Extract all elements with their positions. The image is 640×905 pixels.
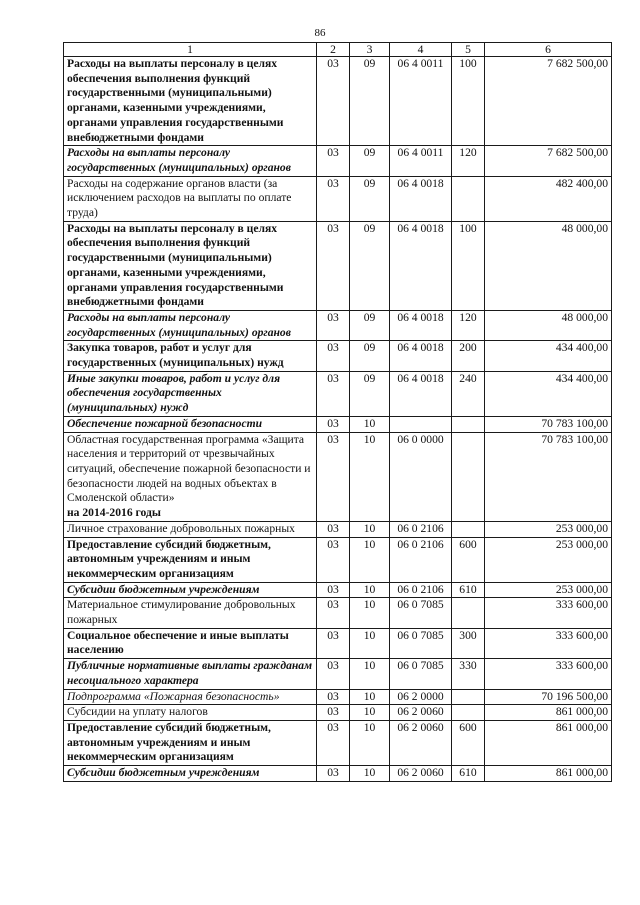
cell-section: 03 (317, 416, 350, 432)
cell-amount: 7 682 500,00 (485, 57, 612, 146)
cell-amount: 48 000,00 (485, 221, 612, 310)
table-body (64, 57, 612, 782)
cell-name: Социальное обеспечение и иные выплаты населению (64, 628, 317, 658)
cell-name: Публичные нормативные выплаты гражданам несоциального характера (64, 659, 317, 689)
cell-section: 03 (317, 310, 350, 340)
cell-subsection: 09 (350, 57, 390, 146)
cell-amount: 333 600,00 (485, 628, 612, 658)
table-row (64, 537, 612, 582)
header-cell-expense-type: 5 (452, 43, 485, 57)
cell-target-item: 06 4 0018 (390, 176, 452, 221)
cell-amount: 434 400,00 (485, 341, 612, 371)
cell-name: Подпрограмма «Пожарная безопасность» (64, 689, 317, 705)
cell-expense-type: 100 (452, 221, 485, 310)
cell-target-item: 06 0 2106 (390, 582, 452, 598)
cell-name: Субсидии на уплату налогов (64, 705, 317, 721)
cell-section: 03 (317, 689, 350, 705)
cell-subsection: 09 (350, 371, 390, 416)
cell-section: 03 (317, 371, 350, 416)
table-row (64, 432, 612, 521)
cell-name: Предоставление субсидий бюджетным, автономным учреждениям и иным некоммерческим организациям (64, 537, 317, 582)
cell-section: 03 (317, 598, 350, 628)
cell-expense-type: 120 (452, 310, 485, 340)
cell-section: 03 (317, 582, 350, 598)
cell-target-item: 06 2 0060 (390, 705, 452, 721)
cell-section: 03 (317, 537, 350, 582)
cell-amount: 861 000,00 (485, 720, 612, 765)
table-row (64, 628, 612, 658)
table-row (64, 598, 612, 628)
cell-amount: 861 000,00 (485, 705, 612, 721)
cell-subsection: 10 (350, 521, 390, 537)
cell-amount: 333 600,00 (485, 659, 612, 689)
cell-target-item: 06 2 0000 (390, 689, 452, 705)
cell-subsection: 10 (350, 416, 390, 432)
cell-expense-type: 600 (452, 720, 485, 765)
cell-expense-type (452, 598, 485, 628)
cell-subsection: 10 (350, 432, 390, 521)
cell-subsection: 10 (350, 598, 390, 628)
cell-expense-type: 240 (452, 371, 485, 416)
header-cell-subsection: 3 (350, 43, 390, 57)
cell-target-item: 06 0 7085 (390, 598, 452, 628)
table-row (64, 221, 612, 310)
cell-expense-type (452, 521, 485, 537)
table-row (64, 146, 612, 176)
cell-subsection: 10 (350, 720, 390, 765)
table-row (64, 310, 612, 340)
cell-section: 03 (317, 628, 350, 658)
cell-subsection: 10 (350, 705, 390, 721)
cell-subsection: 09 (350, 176, 390, 221)
cell-amount: 48 000,00 (485, 310, 612, 340)
cell-subsection: 10 (350, 582, 390, 598)
table-row (64, 416, 612, 432)
table-row (64, 689, 612, 705)
cell-name: Расходы на содержание органов власти (за исключением расходов на выплаты по оплате труда) (64, 176, 317, 221)
cell-name: Личное страхование добровольных пожарных (64, 521, 317, 537)
table-row (64, 720, 612, 765)
budget-table (63, 42, 612, 782)
table-row (64, 341, 612, 371)
cell-target-item: 06 4 0018 (390, 221, 452, 310)
cell-section: 03 (317, 341, 350, 371)
table-row (64, 766, 612, 782)
cell-name: Расходы на выплаты персоналу в целях обеспечения выполнения функций государственными (муниципальными) органами, казенными учреждениями, органами управления государственными внебюджетными фондами (64, 221, 317, 310)
cell-subsection: 09 (350, 221, 390, 310)
cell-amount: 434 400,00 (485, 371, 612, 416)
header-cell-target-item: 4 (390, 43, 452, 57)
cell-subsection: 10 (350, 766, 390, 782)
header-cell-amount: 6 (485, 43, 612, 57)
cell-section: 03 (317, 705, 350, 721)
table-row (64, 57, 612, 146)
cell-expense-type (452, 176, 485, 221)
cell-name: Иные закупки товаров, работ и услуг для обеспечения государственных (муниципальных) нужд (64, 371, 317, 416)
cell-target-item (390, 416, 452, 432)
cell-amount: 70 196 500,00 (485, 689, 612, 705)
cell-expense-type: 100 (452, 57, 485, 146)
cell-subsection: 10 (350, 537, 390, 582)
cell-target-item: 06 4 0018 (390, 341, 452, 371)
table-row (64, 659, 612, 689)
cell-section: 03 (317, 720, 350, 765)
cell-target-item: 06 0 2106 (390, 521, 452, 537)
cell-name: Расходы на выплаты персоналу государственных (муниципальных) органов (64, 146, 317, 176)
cell-subsection: 10 (350, 689, 390, 705)
table-row (64, 582, 612, 598)
cell-section: 03 (317, 176, 350, 221)
page-number: 86 (314, 27, 326, 39)
table-row (64, 521, 612, 537)
cell-amount: 253 000,00 (485, 582, 612, 598)
cell-target-item: 06 0 2106 (390, 537, 452, 582)
cell-name: Субсидии бюджетным учреждениям (64, 582, 317, 598)
table-row (64, 371, 612, 416)
cell-target-item: 06 0 7085 (390, 659, 452, 689)
cell-subsection: 10 (350, 659, 390, 689)
cell-name: Субсидии бюджетным учреждениям (64, 766, 317, 782)
header-row (64, 43, 612, 57)
cell-amount: 253 000,00 (485, 537, 612, 582)
cell-expense-type (452, 689, 485, 705)
cell-target-item: 06 4 0011 (390, 57, 452, 146)
cell-name: Закупка товаров, работ и услуг для государственных (муниципальных) нужд (64, 341, 317, 371)
table-row (64, 705, 612, 721)
cell-amount: 861 000,00 (485, 766, 612, 782)
cell-name: Расходы на выплаты персоналу в целях обеспечения выполнения функций государственными (муниципальными) органами, казенными учреждениями, органами управления государственными внебюджетными фондами (64, 57, 317, 146)
cell-target-item: 06 2 0060 (390, 720, 452, 765)
cell-section: 03 (317, 146, 350, 176)
cell-name: Материальное стимулирование добровольных пожарных (64, 598, 317, 628)
cell-expense-type: 600 (452, 537, 485, 582)
cell-target-item: 06 0 0000 (390, 432, 452, 521)
cell-amount: 482 400,00 (485, 176, 612, 221)
cell-expense-type: 300 (452, 628, 485, 658)
cell-amount: 333 600,00 (485, 598, 612, 628)
cell-section: 03 (317, 766, 350, 782)
cell-target-item: 06 2 0060 (390, 766, 452, 782)
cell-expense-type (452, 705, 485, 721)
cell-expense-type: 200 (452, 341, 485, 371)
cell-name: Обеспечение пожарной безопасности (64, 416, 317, 432)
cell-expense-type: 330 (452, 659, 485, 689)
header-cell-name: 1 (64, 43, 317, 57)
cell-section: 03 (317, 659, 350, 689)
cell-name-main: Областная государственная программа «Защита населения и территорий от чрезвычайных ситуаций, обеспечение пожарной безопасности и безопасности людей на водных объектах в Смоленской области» (67, 432, 311, 505)
cell-section: 03 (317, 221, 350, 310)
cell-subsection: 09 (350, 146, 390, 176)
cell-name: Расходы на выплаты персоналу государственных (муниципальных) органов (64, 310, 317, 340)
cell-name: Предоставление субсидий бюджетным, автономным учреждениям и иным некоммерческим организациям (64, 720, 317, 765)
header-cell-section: 2 (317, 43, 350, 57)
cell-expense-type (452, 416, 485, 432)
cell-target-item: 06 4 0018 (390, 371, 452, 416)
cell-amount: 7 682 500,00 (485, 146, 612, 176)
cell-amount: 70 783 100,00 (485, 416, 612, 432)
cell-amount: 253 000,00 (485, 521, 612, 537)
cell-section: 03 (317, 57, 350, 146)
table-row (64, 176, 612, 221)
cell-expense-type: 120 (452, 146, 485, 176)
cell-subsection: 09 (350, 341, 390, 371)
cell-name (64, 432, 317, 521)
cell-amount: 70 783 100,00 (485, 432, 612, 521)
cell-target-item: 06 4 0018 (390, 310, 452, 340)
cell-subsection: 09 (350, 310, 390, 340)
cell-expense-type: 610 (452, 766, 485, 782)
cell-expense-type: 610 (452, 582, 485, 598)
cell-section: 03 (317, 432, 350, 521)
cell-target-item: 06 0 7085 (390, 628, 452, 658)
cell-subsection: 10 (350, 628, 390, 658)
cell-expense-type (452, 432, 485, 521)
cell-name-period: на 2014-2016 годы (67, 506, 161, 520)
cell-target-item: 06 4 0011 (390, 146, 452, 176)
cell-section: 03 (317, 521, 350, 537)
